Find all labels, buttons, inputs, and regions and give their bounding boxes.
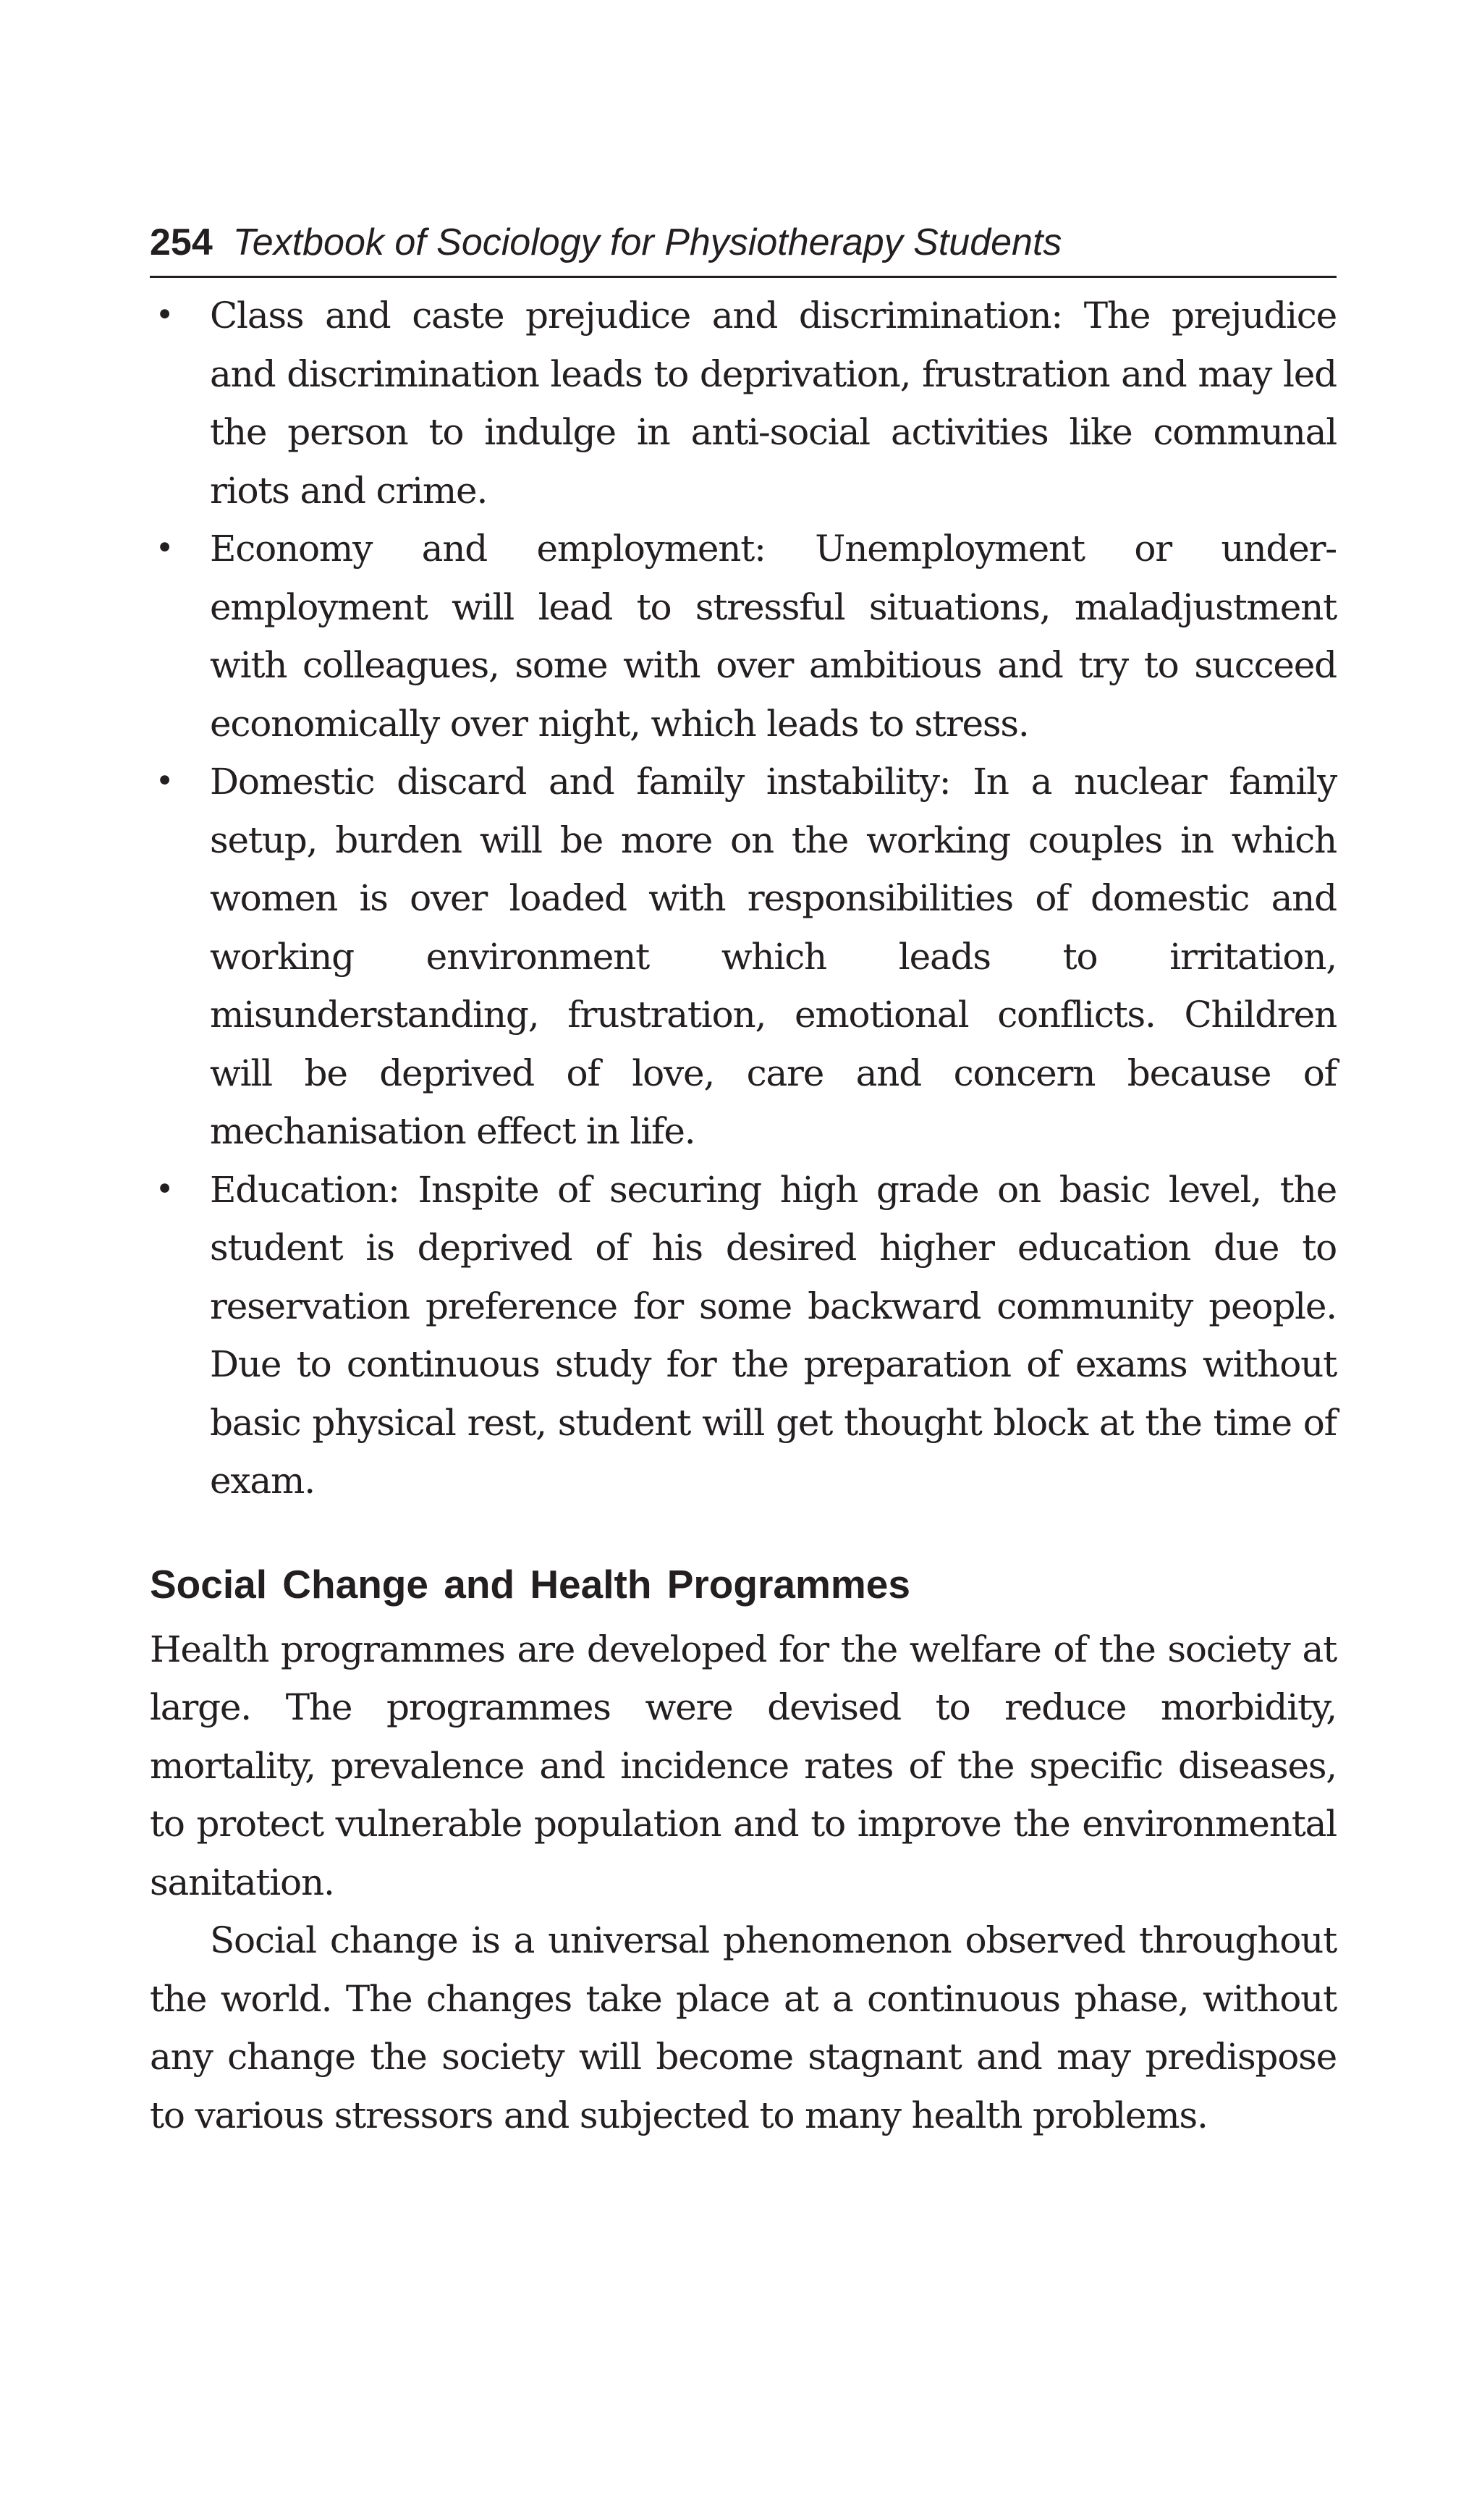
page-number: 254 xyxy=(150,221,213,263)
bullet-text: Economy and employment: Unemployment or under-employment will lead to stressful situations, maladjustment with colleagues, some with over ambitious and try to succeed economically over night, which leads to stress. xyxy=(210,528,1337,745)
bullet-item-education xyxy=(150,1161,1337,1510)
book-page xyxy=(150,213,1337,2144)
bullet-item-economy xyxy=(150,520,1337,753)
bullet-text: Education: Inspite of securing high grade on basic level, the student is deprived of his desired higher education due to reservation preference for some backward community people. Due to continuous study for the preparation of exams without basic physical rest, student will get thought block at the time of exam. xyxy=(210,1168,1337,1502)
bullet-icon: • xyxy=(155,297,174,334)
bullet-list xyxy=(150,287,1337,1510)
bullet-item-domestic xyxy=(150,753,1337,1161)
bullet-icon: • xyxy=(155,1170,174,1208)
bullet-text: Class and caste prejudice and discrimination: The prejudice and discrimination leads to deprivation, frustration and may led the person to indulge in anti-social activities like communal riots and crime. xyxy=(210,295,1337,512)
bullet-item-class-caste xyxy=(150,287,1337,520)
bullet-text: Domestic discard and family instability: In a nuclear family setup, burden will be more on the working couples in which women is over loaded with responsibilities of domestic and working environment which leads to irritation, misunderstanding, frustration, emotional conflicts. Children will be deprived of love, care and concern because of mechanisation effect in life. xyxy=(210,761,1337,1152)
paragraph-social-change: Social change is a universal phenomenon observed throughout the world. The changes take place at a continuous phase, without any change the society will become stagnant and may predispose to various stressors and subjected to many health problems. xyxy=(150,1919,1337,2136)
running-head xyxy=(150,213,1337,278)
section-heading: Social Change and Health Programmes xyxy=(150,1561,910,1607)
book-title: Textbook of Sociology for Physiotherapy Students xyxy=(232,221,1062,263)
bullet-icon: • xyxy=(155,763,174,800)
paragraph-health-programmes: Health programmes are developed for the welfare of the society at large. The programmes were devised to reduce morbidity, mortality, prevalence and incidence rates of the specific diseases, to protect vulnerable population and to improve the environmental sanitation. xyxy=(150,1628,1337,1903)
bullet-icon: • xyxy=(155,530,174,567)
